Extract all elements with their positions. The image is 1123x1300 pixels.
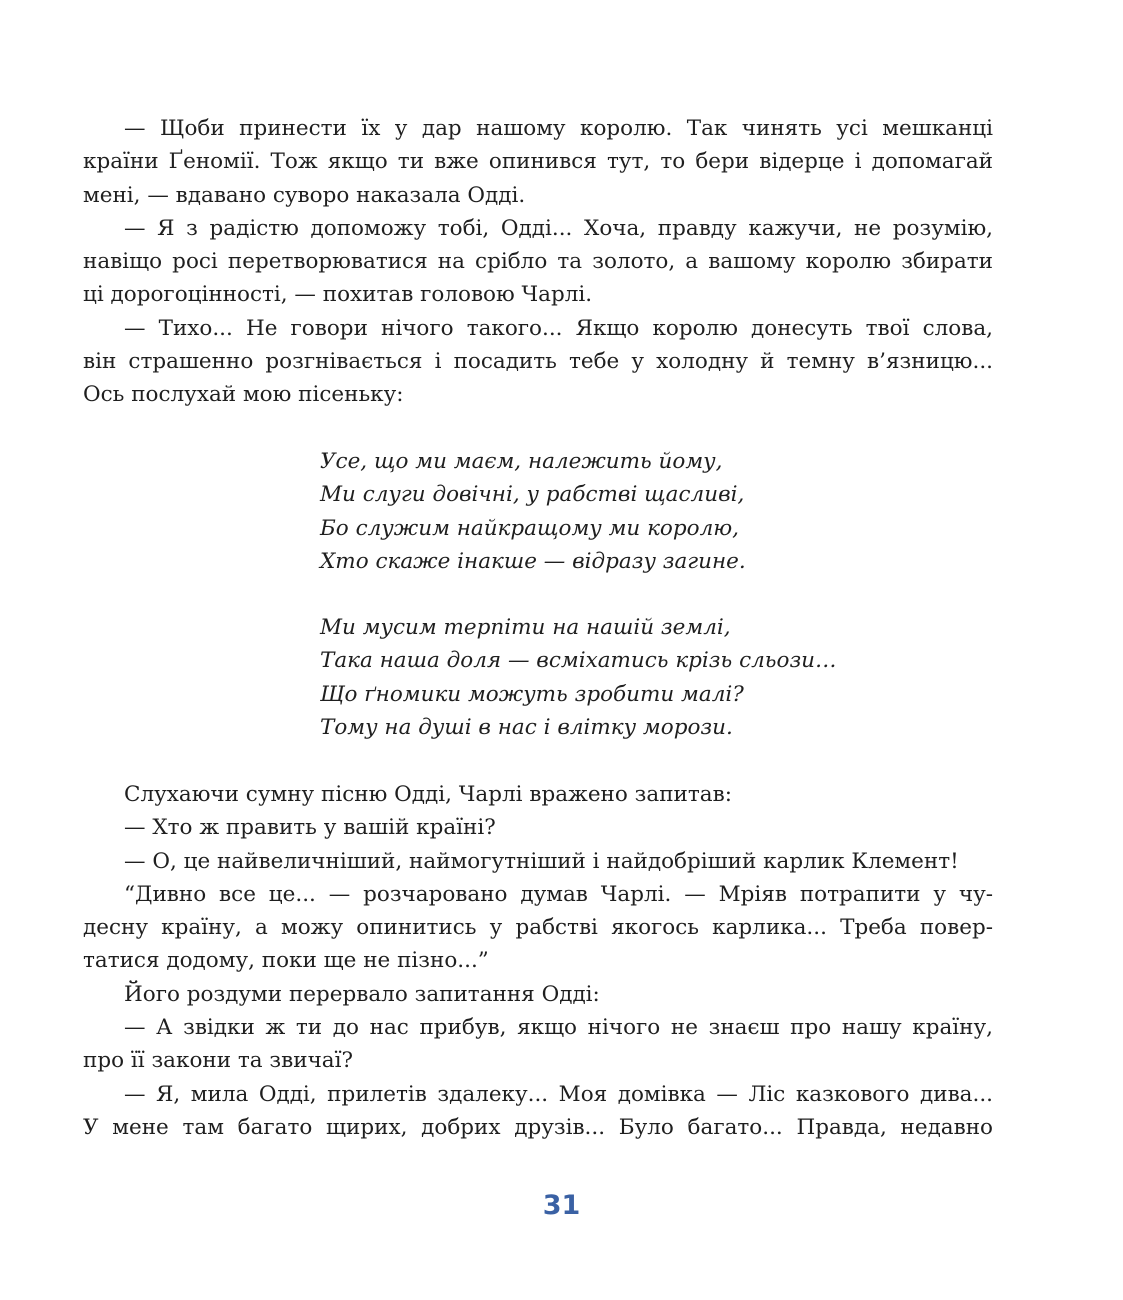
text-line: — А звідки ж ти до нас прибув, якщо нічого не знаєш про нашу країну,: [124, 1015, 993, 1041]
text-line: країни Ґеномії. Тож якщо ти вже опинився тут, то бери відерце і допомагай: [83, 149, 993, 175]
poem-line: Ми мусим терпіти на нашій землі,: [320, 615, 731, 640]
poem-line: Усе, що ми маєм, належить йому,: [320, 449, 723, 474]
text-line: Ось послухай мою пісеньку:: [83, 382, 404, 408]
text-line: “Дивно все це... — розчаровано думав Чарлі. — Мріяв потрапити у чу-: [124, 881, 993, 907]
poem-line: Така наша доля — всміхатись крізь сльози…: [320, 648, 837, 674]
text-line: про її закони та звичаї?: [83, 1048, 354, 1074]
text-line: Його роздуми перервало запитання Одді:: [124, 981, 600, 1007]
text-line: — Я з радістю допоможу тобі, Одді... Хоча, правду кажучи, не розумію,: [124, 215, 993, 241]
text-line: — Щоби принести їх у дар нашому королю. Так чинять усі мешканці: [124, 116, 993, 141]
text-line: — Я, мила Одді, прилетів здалеку... Моя домівка — Ліс казкового дива...: [124, 1081, 993, 1107]
poem-stanza-2: [320, 611, 940, 744]
text-line: мені, — вдавано суворо наказала Одді.: [83, 182, 526, 208]
text-line: навіщо росі перетворюватися на срібло та золото, а вашому королю збирати: [83, 249, 993, 275]
text-line: У мене там багато щирих, добрих друзів... Було багато... Правда, недавно: [83, 1114, 993, 1140]
text-line: він страшенно розгнівається і посадить тебе у холодну й темну в’язницю...: [83, 349, 993, 375]
text-line: ці дорогоцінності, — похитав головою Чарлі.: [83, 282, 593, 308]
text-line: десну країну, а можу опинитись у рабстві якогось карлика... Треба повер-: [83, 915, 993, 941]
poem-line: Бо служим найкращому ми королю,: [320, 515, 740, 541]
poem-line: Тому на душі в нас і влітку морози.: [320, 714, 733, 740]
poem-line: Що ґномики можуть зробити малі?: [320, 681, 744, 707]
poem-line: Ми слуги довічні, у рабстві щасливі,: [320, 482, 745, 508]
text-line: Слухаючи сумну пісню Одді, Чарлі вражено запитав:: [124, 782, 732, 807]
page-number: 31: [542, 1190, 581, 1221]
text-line: — Хто ж править у вашій країні?: [124, 815, 496, 841]
poem-line: Хто скаже інакше — відразу загине.: [320, 548, 746, 574]
text-line: татися додому, поки ще не пізно...”: [83, 948, 489, 974]
poem-stanza-1: [320, 445, 940, 578]
text-line: — Тихо... Не говори нічого такого... Якщо королю донесуть твої слова,: [124, 315, 993, 341]
prose-block-top: [83, 112, 993, 412]
prose-block-bottom: [83, 778, 993, 1144]
text-line: — О, це найвеличніший, наймогутніший і найдобріший карлик Клемент!: [124, 848, 959, 874]
